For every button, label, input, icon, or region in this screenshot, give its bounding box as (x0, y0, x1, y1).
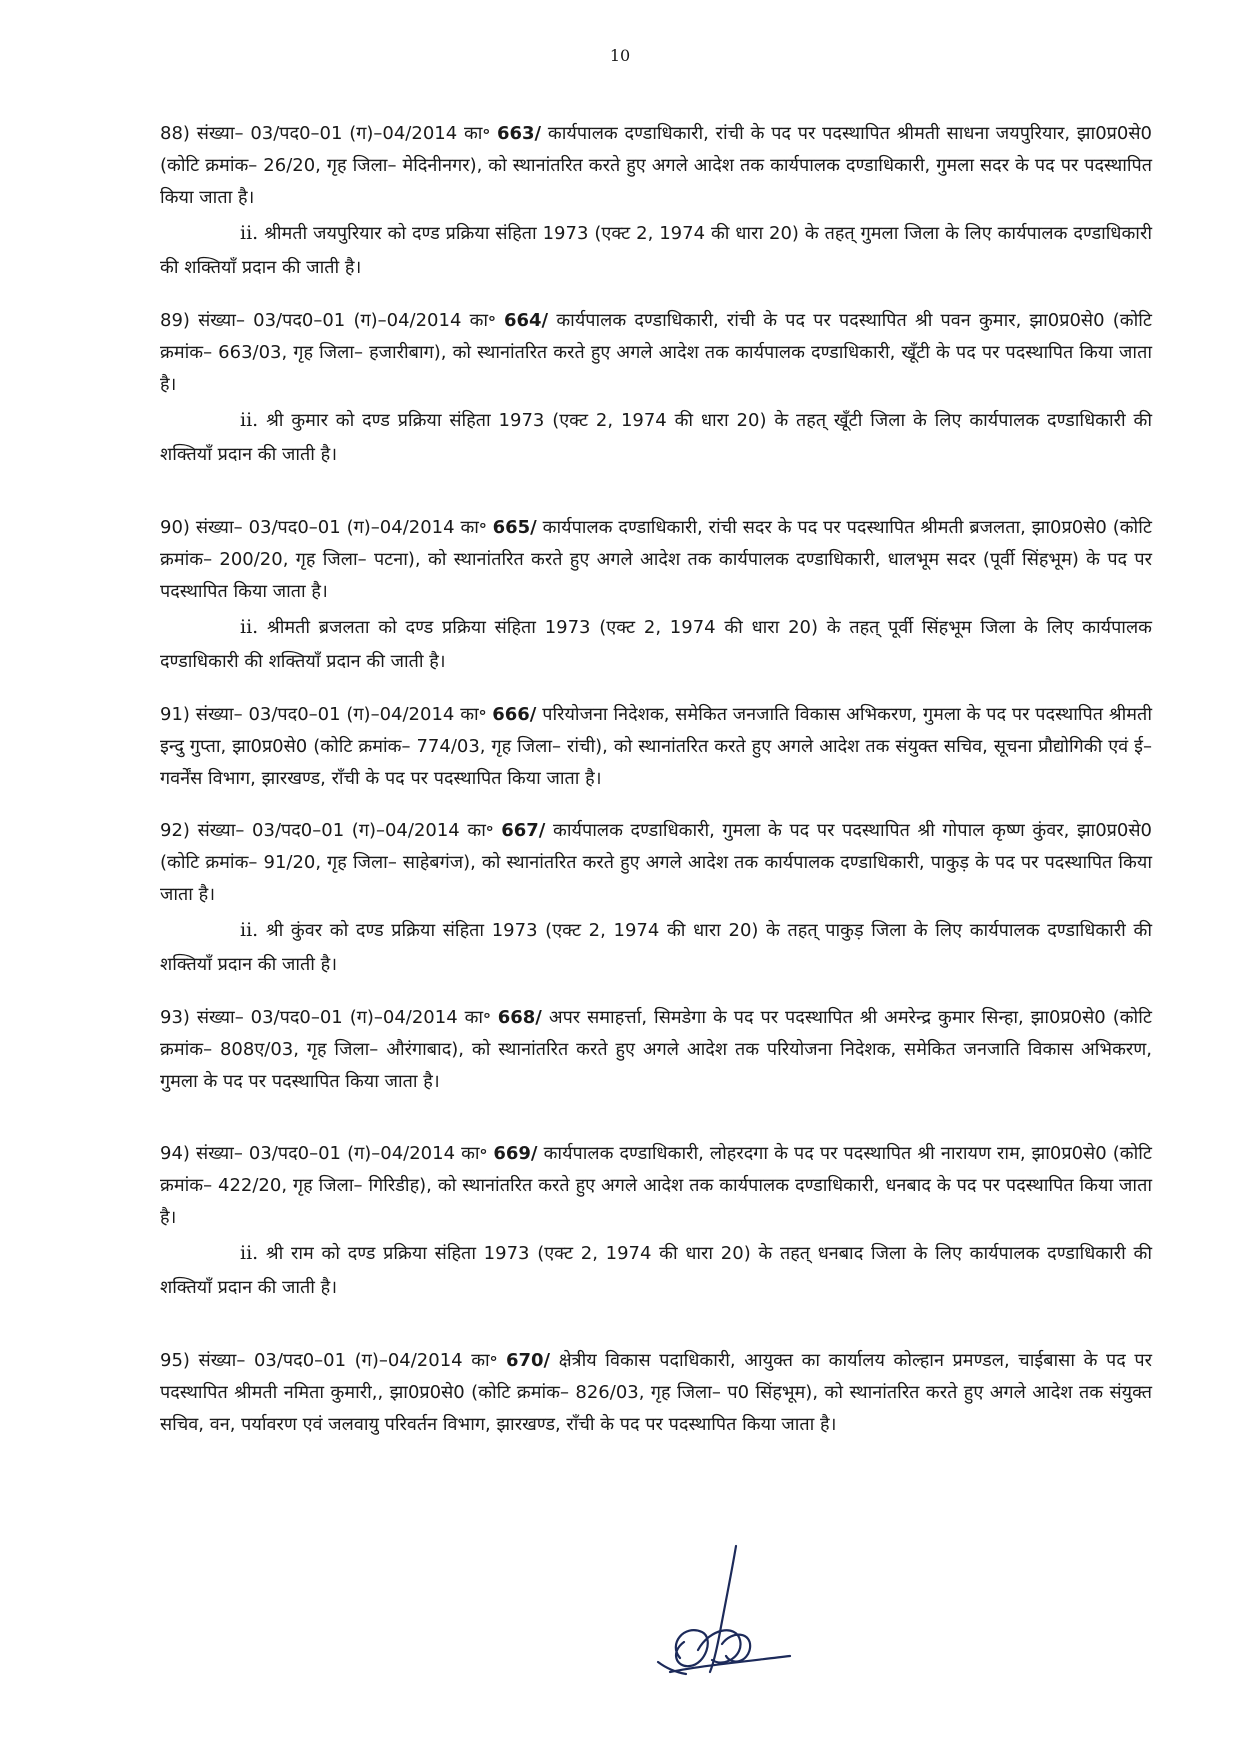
order-93 (160, 1002, 1152, 1098)
order-89-serial: 89) (160, 310, 190, 331)
order-90-sub (160, 610, 1152, 679)
order-92-sub-text: श्री कुंवर को दण्ड प्रक्रिया संहिता 1973 (एक्ट 2, 1974 की धारा 20) के तहत् पाकुड़ जिला के लिए कार्यपालक दण्डाधिकारी की शक्तियाँ प्रदान की जाती है। (160, 920, 1152, 975)
order-92-prefix: संख्या– 03/पद0–01 (ग)–04/2014 का॰ (197, 820, 494, 841)
order-88-prefix: संख्या– 03/पद0–01 (ग)–04/2014 का॰ (196, 123, 491, 144)
order-88-body: कार्यपालक दण्डाधिकारी, रांची के पद पर पदस्थापित श्रीमती साधना जयपुरियार, झा0प्र0से0 (कोटि क्रमांक– 26/20, गृह जिला– मेदिनीनगर), को स्थानांतरित करते हुए अगले आदेश तक कार्यपालक दण्डाधिकारी, गुमला सदर के पद पर पदस्थापित किया जाता है। (160, 123, 1152, 208)
order-93-text (160, 1002, 1152, 1098)
order-90-prefix: संख्या– 03/पद0–01 (ग)–04/2014 का॰ (195, 517, 487, 538)
order-89-number: 664/ (503, 310, 549, 331)
order-88-number: 663/ (496, 123, 542, 144)
order-90-sub-text: श्रीमती ब्रजलता को दण्ड प्रक्रिया संहिता 1973 (एक्ट 2, 1974 की धारा 20) के तहत् पूर्वी सिंहभूम जिला के लिए कार्यपालक दण्डाधिकारी की शक्तियाँ प्रदान की जाती है। (160, 617, 1152, 672)
order-93-number: 668/ (497, 1007, 542, 1028)
order-89-sub (160, 403, 1152, 472)
order-94-sub-marker: ii. (240, 1242, 259, 1264)
order-94-sub (160, 1236, 1152, 1305)
order-93-serial: 93) (160, 1007, 190, 1028)
order-94-prefix: संख्या– 03/पद0–01 (ग)–04/2014 का॰ (196, 1143, 488, 1164)
order-90-body: कार्यपालक दण्डाधिकारी, रांची सदर के पद पर पदस्थापित श्रीमती ब्रजलता, झा0प्र0से0 (कोटि क्रमांक– 200/20, गृह जिला– पटना), को स्थानांतरित करते हुए अगले आदेश तक कार्यपालक दण्डाधिकारी, धालभूम सदर (पूर्वी सिंहभूम) के पद पर पदस्थापित किया जाता है। (160, 517, 1152, 602)
order-90 (160, 512, 1152, 679)
order-91-number: 666/ (492, 704, 537, 725)
order-93-prefix: संख्या– 03/पद0–01 (ग)–04/2014 का॰ (196, 1007, 491, 1028)
order-92-sub (160, 913, 1152, 982)
order-94-serial: 94) (160, 1143, 190, 1164)
order-95-text (160, 1345, 1152, 1441)
order-list (160, 118, 1152, 1461)
order-91-serial: 91) (160, 704, 190, 725)
order-90-text (160, 512, 1152, 608)
page-number: 10 (609, 46, 631, 65)
order-95-serial: 95) (160, 1350, 190, 1371)
order-95-number: 670/ (505, 1350, 551, 1371)
order-91-prefix: संख्या– 03/पद0–01 (ग)–04/2014 का॰ (195, 704, 487, 725)
order-91-text (160, 699, 1152, 795)
order-90-number: 665/ (492, 517, 537, 538)
order-94-text (160, 1138, 1152, 1234)
order-95-body: क्षेत्रीय विकास पदाधिकारी, आयुक्त का कार्यालय कोल्हान प्रमण्डल, चाईबासा के पद पर पदस्थापित श्रीमती नमिता कुमारी,, झा0प्र0से0 (कोटि क्रमांक– 826/03, गृह जिला– प0 सिंहभूम), को स्थानांतरित करते हुए अगले आदेश तक संयुक्त सचिव, वन, पर्यावरण एवं जलवायु परिवर्तन विभाग, झारखण्ड, राँची के पद पर पदस्थापित किया जाता है। (160, 1350, 1152, 1435)
order-95-prefix: संख्या– 03/पद0–01 (ग)–04/2014 का॰ (198, 1350, 498, 1371)
order-89 (160, 305, 1152, 472)
order-88-sub-marker: ii. (240, 222, 259, 244)
order-92-serial: 92) (160, 820, 190, 841)
order-88 (160, 118, 1152, 285)
order-94 (160, 1138, 1152, 1305)
order-88-sub (160, 216, 1152, 285)
order-92-text (160, 815, 1152, 911)
order-90-sub-marker: ii. (240, 616, 259, 638)
order-90-serial: 90) (160, 517, 190, 538)
order-92 (160, 815, 1152, 982)
order-94-body: कार्यपालक दण्डाधिकारी, लोहरदगा के पद पर पदस्थापित श्री नारायण राम, झा0प्र0से0 (कोटि क्रमांक– 422/20, गृह जिला– गिरिडीह), को स्थानांतरित करते हुए अगले आदेश तक कार्यपालक दण्डाधिकारी, धनबाद के पद पर पदस्थापित किया जाता है। (160, 1143, 1152, 1228)
order-88-sub-text: श्रीमती जयपुरियार को दण्ड प्रक्रिया संहिता 1973 (एक्ट 2, 1974 की धारा 20) के तहत् गुमला जिला के लिए कार्यपालक दण्डाधिकारी की शक्तियाँ प्रदान की जाती है। (160, 223, 1152, 278)
order-91-body: परियोजना निदेशक, समेकित जनजाति विकास अभिकरण, गुमला के पद पर पदस्थापित श्रीमती इन्दु गुप्ता, झा0प्र0से0 (कोटि क्रमांक– 774/03, गृह जिला– रांची), को स्थानांतरित करते हुए अगले आदेश तक संयुक्त सचिव, सूचना प्रौद्योगिकी एवं ई–गवर्नेंस विभाग, झारखण्ड, राँची के पद पर पदस्थापित किया जाता है। (160, 704, 1152, 789)
order-95 (160, 1345, 1152, 1441)
order-88-text (160, 118, 1152, 214)
order-93-body: अपर समाहर्त्ता, सिमडेगा के पद पर पदस्थापित श्री अमरेन्द्र कुमार सिन्हा, झा0प्र0से0 (कोटि क्रमांक– 808ए/03, गृह जिला– औरंगाबाद), को स्थानांतरित करते हुए अगले आदेश तक परियोजना निदेशक, समेकित जनजाति विकास अभिकरण, गुमला के पद पर पदस्थापित किया जाता है। (160, 1007, 1152, 1092)
order-89-sub-marker: ii. (240, 409, 259, 431)
order-94-number: 669/ (493, 1143, 538, 1164)
order-94-sub-text: श्री राम को दण्ड प्रक्रिया संहिता 1973 (एक्ट 2, 1974 की धारा 20) के तहत् धनबाद जिला के लिए कार्यपालक दण्डाधिकारी की शक्तियाँ प्रदान की जाती है। (160, 1243, 1152, 1298)
order-91 (160, 699, 1152, 795)
order-89-text (160, 305, 1152, 401)
order-92-number: 667/ (501, 820, 546, 841)
order-92-sub-marker: ii. (240, 919, 259, 941)
order-92-body: कार्यपालक दण्डाधिकारी, गुमला के पद पर पदस्थापित श्री गोपाल कृष्ण कुंवर, झा0प्र0से0 (कोटि क्रमांक– 91/20, गृह जिला– साहेबगंज), को स्थानांतरित करते हुए अगले आदेश तक कार्यपालक दण्डाधिकारी, पाकुड़ के पद पर पदस्थापित किया जाता है। (160, 820, 1152, 905)
order-89-prefix: संख्या– 03/पद0–01 (ग)–04/2014 का॰ (198, 310, 496, 331)
order-89-sub-text: श्री कुमार को दण्ड प्रक्रिया संहिता 1973 (एक्ट 2, 1974 की धारा 20) के तहत् खूँटी जिला के लिए कार्यपालक दण्डाधिकारी की शक्तियाँ प्रदान की जाती है। (160, 410, 1152, 465)
handwritten-signature-icon (640, 1540, 800, 1690)
order-89-body: कार्यपालक दण्डाधिकारी, रांची के पद पर पदस्थापित श्री पवन कुमार, झा0प्र0से0 (कोटि क्रमांक– 663/03, गृह जिला– हजारीबाग), को स्थानांतरित करते हुए अगले आदेश तक कार्यपालक दण्डाधिकारी, खूँटी के पद पर पदस्थापित किया जाता है। (160, 310, 1152, 395)
order-88-serial: 88) (160, 123, 190, 144)
